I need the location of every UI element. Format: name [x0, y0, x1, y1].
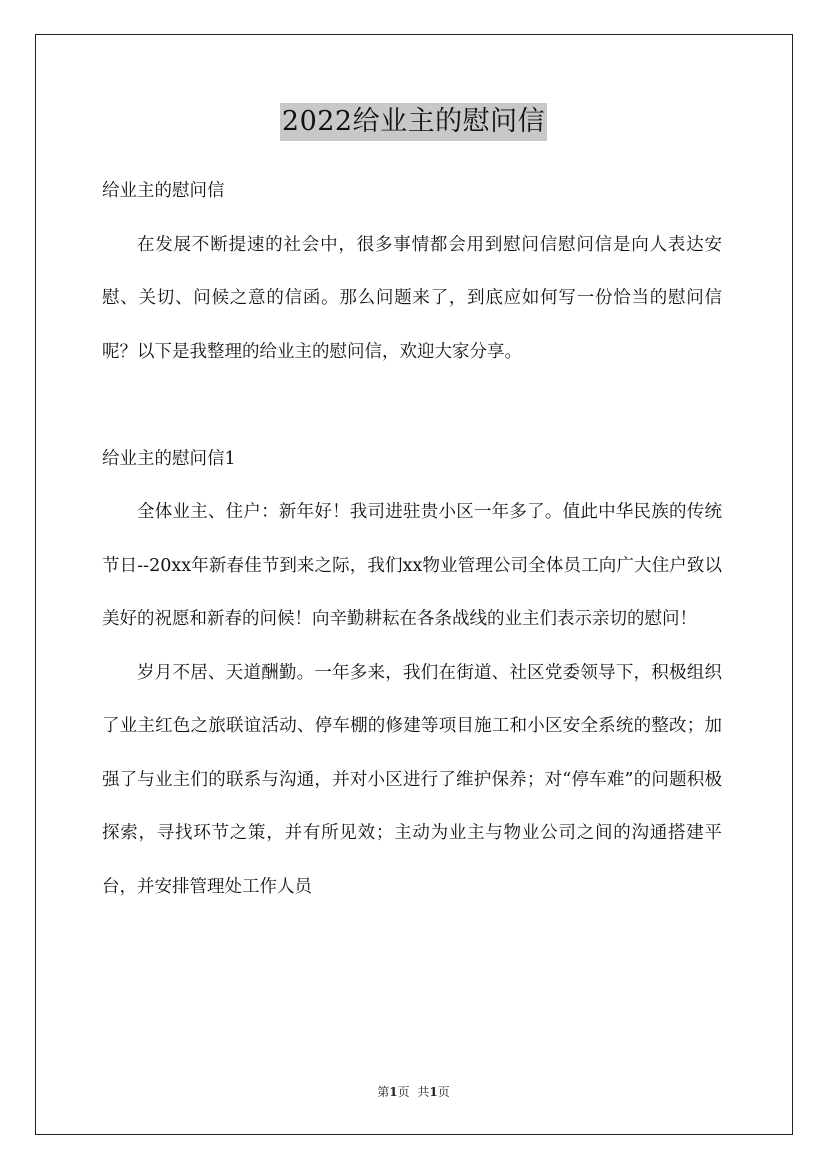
section-heading: 给业主的慰问信1: [102, 448, 236, 469]
blank-line: [102, 379, 722, 433]
total-label: 页: [437, 1085, 450, 1099]
page-total: 1: [429, 1085, 438, 1099]
page-prefix: 第: [377, 1085, 390, 1099]
section-heading: 给业主的慰问信: [102, 181, 225, 201]
page-footer: [0, 1083, 827, 1101]
document-body: [102, 165, 722, 914]
total-prefix: 共: [417, 1085, 430, 1099]
document-title: 2022给业主的慰问信: [280, 103, 547, 141]
body-paragraph: 岁月不居、天道酬勤。一年多来，我们在街道、社区党委领导下，积极组织了业主红色之旅联谊活动、停车棚的修建等项目施工和小区安全系统的整改；加强了与业主们的联系与沟通，并对小区进行了维护保养；对“停车难”的问题积极探索，寻找环节之策，并有所见效；主动为业主与物业公司之间的沟通搭建平台，并安排管理处工作人员: [102, 662, 722, 897]
body-paragraph: 全体业主、住户：新年好！我司进驻贵小区一年多了。值此中华民族的传统节日--20xx年新春佳节到来之际，我们xx物业管理公司全体员工向广大住户致以美好的祝愿和新春的问候！向辛勤耕耘在各条战线的业主们表示亲切的慰问！: [102, 502, 722, 629]
body-paragraph: 在发展不断提速的社会中，很多事情都会用到慰问信慰问信是向人表达安慰、关切、问候之意的信函。那么问题来了，到底应如何写一份恰当的慰问信呢？以下是我整理的给业主的慰问信，欢迎大家分享。: [102, 234, 722, 362]
title-container: [0, 103, 827, 141]
page-label: 页: [397, 1085, 410, 1099]
page-current: 1: [389, 1085, 398, 1099]
